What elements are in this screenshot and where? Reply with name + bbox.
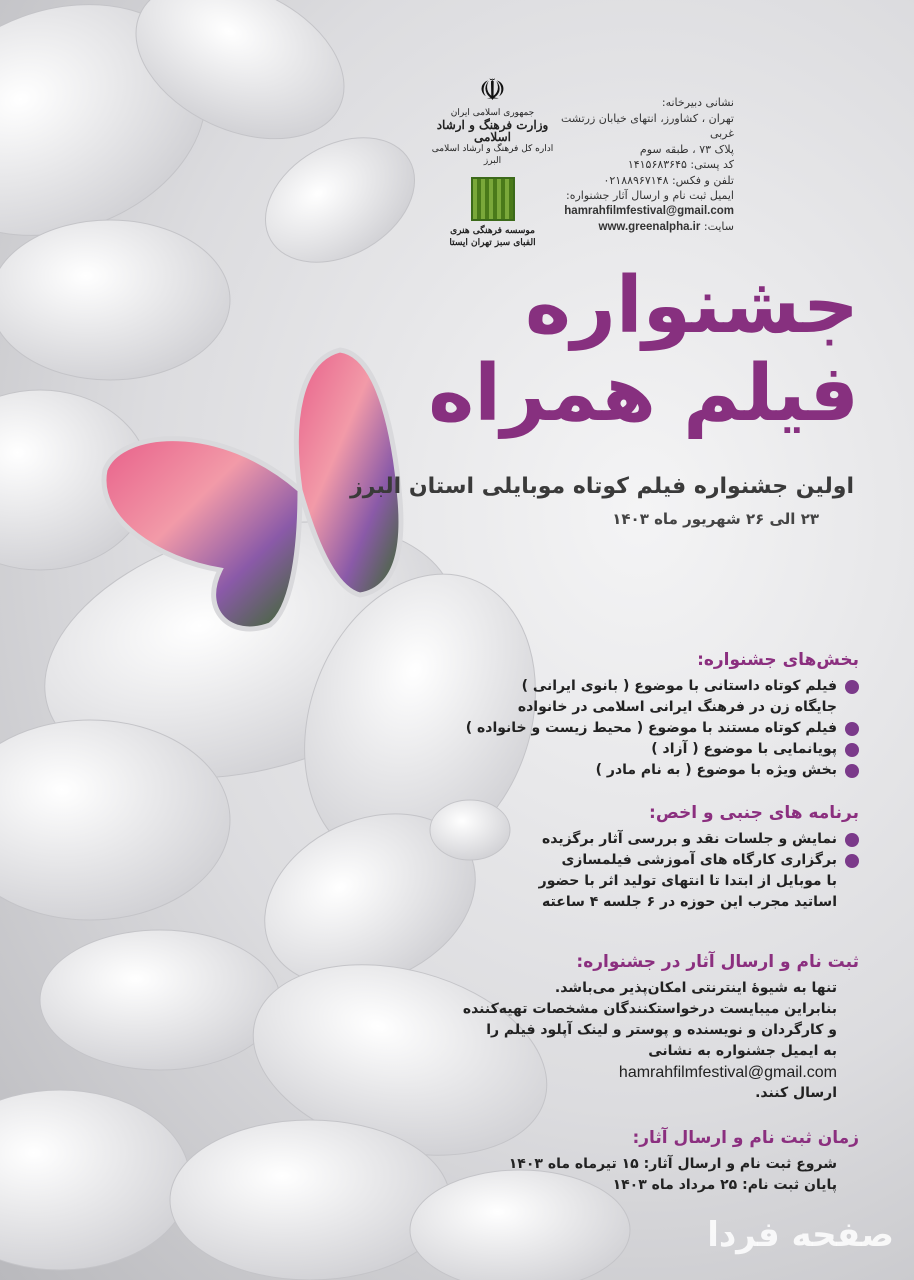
section-heading: زمان ثبت نام و ارسال آثار: (632, 1128, 859, 1148)
address-label: نشانی دبیرخانه: (661, 96, 734, 109)
text-line: شروع ثبت نام و ارسال آثار: ۱۵ تیرماه ماه ۱۴۰۳ (508, 1156, 837, 1172)
text-line: تنها به شیوهٔ اینترنتی امکان‌پذیر می‌باشد. (554, 980, 837, 996)
phone: تلفن و فکس: ۰۲۱۸۸۹۶۷۱۴۸ (603, 173, 734, 187)
address-2: پلاک ۷۳ ، طبقه سوم (639, 142, 734, 156)
site-label: سایت: (703, 220, 734, 233)
address: تهران ، کشاورز، انتهای خیابان زرتشت غربی (561, 111, 734, 140)
registration-dates (439, 1128, 859, 1196)
institute-name-2: الفبای سبز تهران ایستا (449, 238, 536, 248)
title-line-2: فیلم همراه (428, 349, 859, 439)
bullet-item: بخش ویژه با موضوع ( به نام مادر ) (439, 760, 859, 781)
registration (439, 952, 859, 1104)
text-line: و کارگردان و نویسنده و پوستر و لینک آپلود فیلم را (486, 1022, 837, 1038)
festival-title (399, 262, 859, 438)
section-heading: ثبت نام و ارسال آثار در جشنواره: (576, 952, 859, 972)
text-line: به ایمیل جشنواره به نشانی (648, 1043, 837, 1059)
text-line: با موبایل از ابتدا تا انتهای تولید اثر با حضور (538, 873, 837, 889)
text-line: اساتید مجرب این حوزه در ۶ جلسه ۴ ساعته (542, 894, 837, 910)
email-link[interactable]: hamrahfilmfestival@gmail.com (564, 204, 734, 217)
festival-sections (439, 650, 859, 781)
contact-info (534, 95, 734, 236)
postal-code: کد پستی: ۱۴۱۵۶۸۳۶۴۵ (627, 158, 734, 171)
section-heading: برنامه های جنبی و اخص: (649, 803, 859, 823)
text-line: جایگاه زن در فرهنگ ایرانی اسلامی در خانواده (517, 699, 837, 715)
bullet-item: نمایش و جلسات نقد و بررسی آثار برگزیده (439, 829, 859, 850)
text-line: ارسال کنند. (755, 1085, 837, 1101)
title-line-1: جشنواره (524, 261, 859, 351)
institute-name: موسسه فرهنگی هنری (450, 226, 535, 236)
site-link[interactable]: www.greenalpha.ir (598, 221, 701, 233)
bullet-item: برگزاری کارگاه های آموزشی فیلمسازی (439, 850, 859, 871)
subtitle: اولین جشنواره فیلم کوتاه موبایلی استان البرز (350, 474, 854, 499)
ministry-office: اداره کل فرهنگ و ارشاد اسلامی البرز (431, 144, 554, 166)
section-heading: بخش‌های جشنواره: (697, 650, 859, 670)
text-line: پایان ثبت نام: ۲۵ مرداد ماه ۱۴۰۳ (612, 1177, 837, 1193)
iran-emblem-icon: ☫ (479, 73, 506, 108)
festival-date: ۲۳ الی ۲۶ شهریور ماه ۱۴۰۳ (612, 510, 819, 528)
email-link[interactable]: hamrahfilmfestival@gmail.com (618, 1064, 837, 1081)
text-line: بنابراین میبایست درخواستکنندگان مشخصات تهیه‌کننده (462, 1001, 837, 1017)
ministry-name: جمهوری اسلامی ایران (450, 108, 535, 118)
email-label: ایمیل ثبت نام و ارسال آثار جشنواره: (566, 189, 734, 202)
institute-logo (471, 177, 515, 221)
bullet-item: پویانمایی با موضوع ( آزاد ) (439, 739, 859, 760)
watermark: صفحه فردا (707, 1215, 894, 1255)
bullet-item: فیلم کوتاه مستند با موضوع ( محیط زیست و خانواده ) (439, 718, 859, 739)
bullet-item: فیلم کوتاه داستانی با موضوع ( بانوی ایرانی ) (439, 676, 859, 697)
ministry-title: وزارت فرهنگ و ارشاد اسلامی (436, 118, 549, 144)
side-programs (439, 803, 859, 913)
